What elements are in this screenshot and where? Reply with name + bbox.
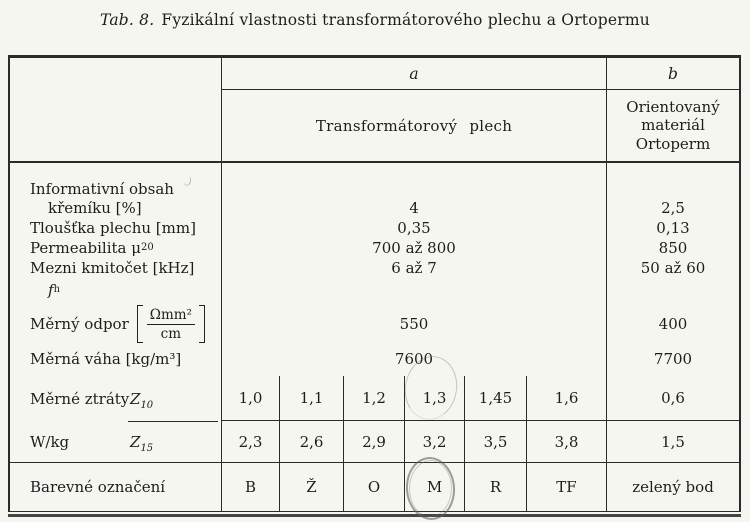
color-code: B [222,463,280,511]
properties-table [8,55,741,512]
value-a-permeability: 700 až 800 [372,239,456,257]
col-b-title: Orientovaný materiál Ortoperm [626,97,720,153]
z15-value: 2,3 [222,421,280,463]
z10-symbol: $Z_{10}$ [130,389,154,411]
label-density: Měrná váha [kg/m³] [30,350,182,368]
label-losses-z15: W/kg $Z_{15}$ [10,421,222,463]
color-code-b: zelený bod [632,478,714,496]
label-limit-frequency: Mezni kmitočet [kHz] [30,259,195,277]
color-code: TF [527,463,607,511]
value-a-density: 7600 [394,350,434,368]
value-b-limit-frequency: 50 až 60 [640,259,706,277]
z10-value: 1,2 [344,376,405,421]
value-b-density: 7700 [653,350,693,368]
col-a-letter: a [222,58,606,90]
z15-value: 3,5 [465,421,527,463]
page-title [0,11,750,29]
col-b-letter: b [607,58,739,90]
header-col-a [222,58,607,163]
z15-value: 3,2 [405,421,465,463]
z10-value: 1,45 [465,376,527,421]
header-empty-cell [10,58,222,163]
label-losses-z10: Měrné ztráty $Z_{10}$ [10,376,222,421]
value-a-limit-frequency: 6 až 7 [391,259,437,277]
value-b-silicon: 2,5 [661,199,685,217]
left-bracket [137,305,143,343]
value-b-thickness: 0,13 [656,219,690,237]
color-code: R [465,463,527,511]
z10-value: 1,1 [280,376,344,421]
table-number: Tab. 8. [100,11,155,29]
table-caption: Fyzikální vlastnosti transformátorového plechu a Ortopermu [161,11,650,29]
value-a-resistivity: 550 [399,315,429,333]
label-resistivity: Měrný odpor $\frac{\text{Ωmm²}}{cm}$ [10,302,221,346]
header-col-b [607,58,739,163]
z10-value-circled: 1,3 [405,376,465,421]
z15-symbol: $Z_{15}$ [130,432,154,454]
label-color-designation: Barevné označení [10,463,222,511]
label-thickness: Tloušťka plechu [mm] [30,219,196,237]
right-bracket [199,305,205,343]
color-code-circled: M [405,463,465,511]
z15-value: 2,9 [344,421,405,463]
z10-value: 1,0 [222,376,280,421]
col-a-title: Transformátorový plech [315,116,513,135]
label-silicon-2: křemíku [%] [48,199,142,217]
values-col-a [222,163,607,376]
color-code: Ž [280,463,344,511]
z10-value-b: 0,6 [607,376,739,421]
label-fh: f h [48,281,61,299]
label-silicon-1: Informativní obsah [30,179,174,198]
property-labels [10,163,222,376]
z10-value: 1,6 [527,376,607,421]
values-col-b [607,163,739,376]
z15-value: 2,6 [280,421,344,463]
color-code: O [344,463,405,511]
z15-value: 3,8 [527,421,607,463]
resistivity-unit-fraction: $\frac{\text{Ωmm²}}{cm}$ [147,307,195,342]
z15-value-b: 1,5 [607,421,739,463]
value-b-resistivity: 400 [658,315,688,333]
value-a-silicon: 4 [409,199,419,217]
value-b-permeability: 850 [658,239,688,257]
label-permeability: Permeabilita μ 20 [30,239,154,257]
value-a-thickness: 0,35 [397,219,431,237]
